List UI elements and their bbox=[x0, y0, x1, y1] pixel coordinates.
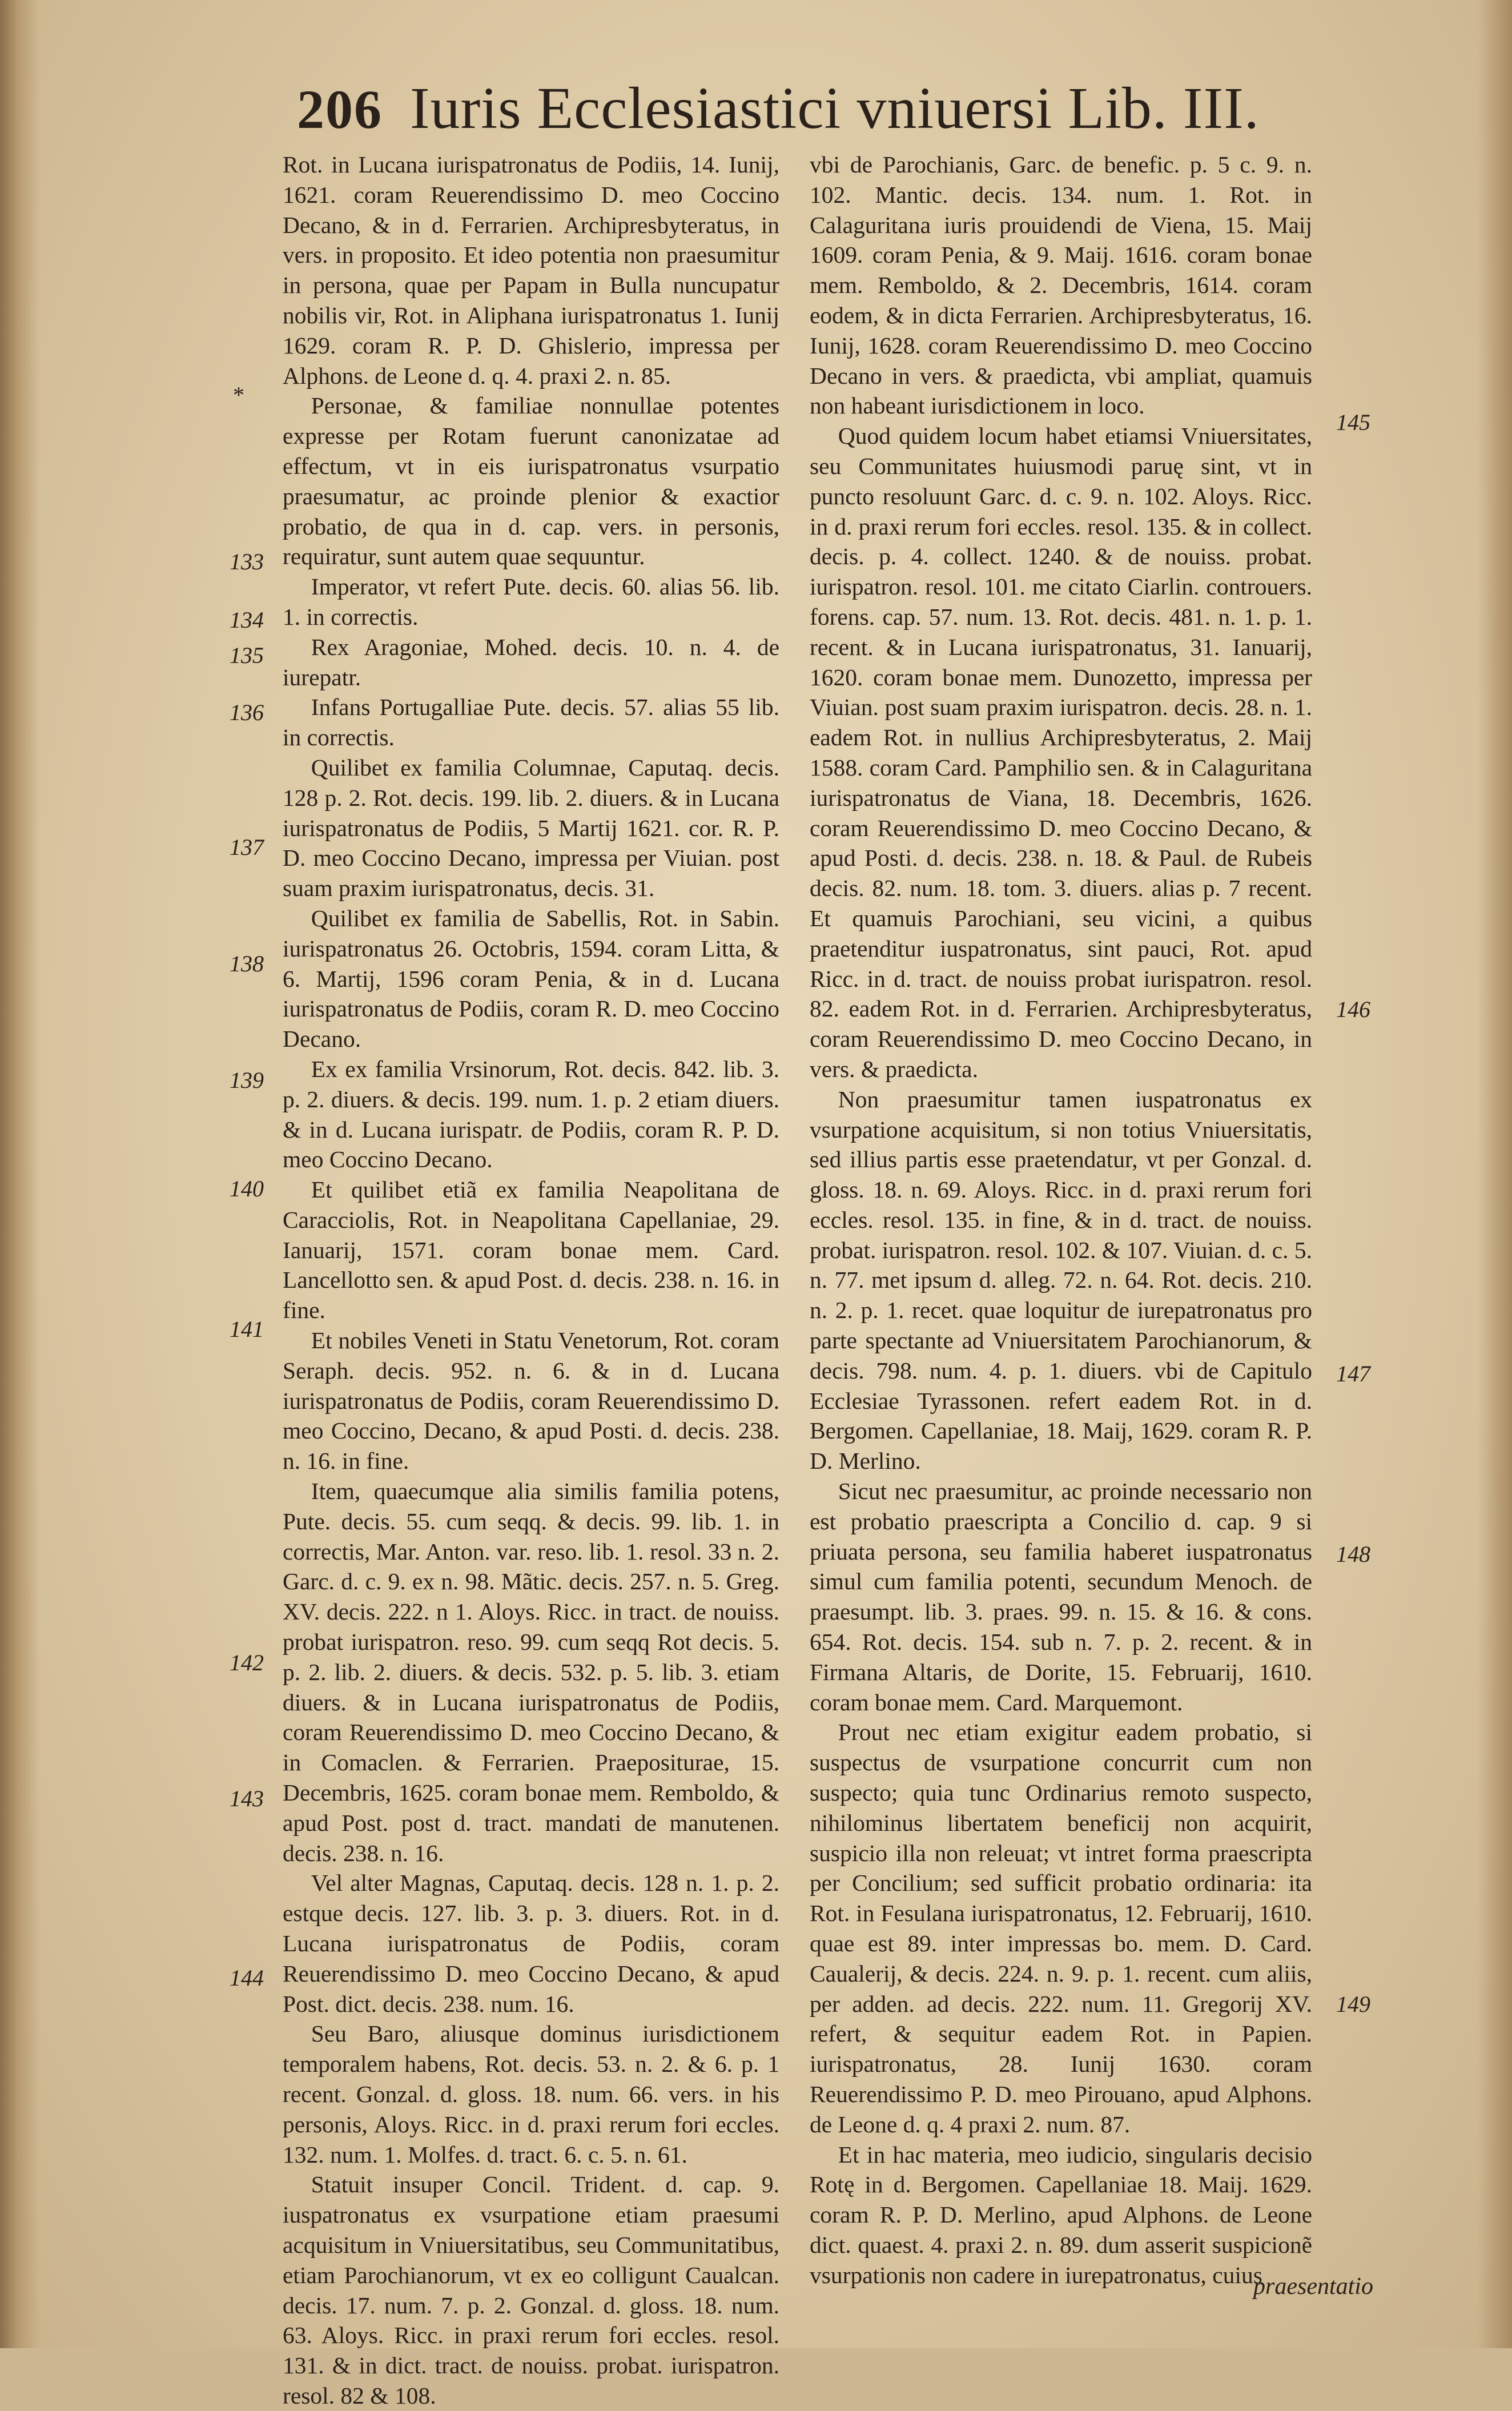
left-column bbox=[283, 150, 779, 2411]
running-title: Iuris Ecclesiastici vniuersi Lib. III. bbox=[410, 75, 1260, 141]
left-paragraph-9: Et quilibet etiã ex familia Neapolitana de Caracciolis, Rot. in Neapolitana Capellaniae, 29. Ianuarij, 1571. coram bonae mem. Card. Lancellotto sen. & apud Post. d. decis. 238. n. 16. in fine. bbox=[283, 1176, 779, 1324]
margin-number: 139 bbox=[230, 1067, 264, 1093]
margin-number: 145 bbox=[1336, 409, 1370, 435]
running-head bbox=[297, 74, 1382, 148]
left-paragraph-3: Imperator, vt refert Pute. decis. 60. alias 56. lib. 1. in correctis. bbox=[283, 573, 779, 630]
margin-number: 142 bbox=[230, 1650, 264, 1675]
page-number: 206 bbox=[297, 79, 383, 140]
catchword: praesentatio bbox=[1253, 2273, 1373, 2300]
left-paragraph-10: Et nobiles Veneti in Statu Venetorum, Rot. coram Seraph. decis. 952. n. 6. & in d. Lucana iurispatronatus de Podiis, coram Reuerendissimo D. meo Coccino, Decano, & apud Posti. d. decis. 238. n. 16. in fine. bbox=[283, 1327, 779, 1474]
left-paragraph-12: Vel alter Magnas, Caputaq. decis. 128 n. 1. p. 2. estque decis. 127. lib. 3. p. 3. diuers. Rot. in d. Lucana iurispatronatus de Podiis, coram Reuerendissimo D. meo Coccino Decano, & apud Post. dict. decis. 238. num. 16. bbox=[283, 1870, 779, 2017]
left-paragraph-6: Quilibet ex familia Columnae, Caputaq. decis. 128 p. 2. Rot. decis. 199. lib. 2. diuers. & in Lucana iurispatronatus de Podiis, 5 Martij 1621. cor. R. P. D. meo Coccino Decano, impressa per Viuian. post suam praxim iurispatronatus, decis. 31. bbox=[283, 754, 779, 902]
right-paragraph-4: Sicut nec praesumitur, ac proinde necessario non est probatio praescripta a Concilio d. cap. 9 si priuata persona, seu familia haberet iuspatronatus simul cum familia potenti, secundum Menoch. de praesumpt. lib. 3. praes. 99. n. 15. & 16. & cons. 654. Rot. decis. 154. sub n. 7. p. 2. recent. & in Firmana Altaris, de Dorite, 15. Februarij, 1610. coram bonae mem. Card. Marquemont. bbox=[810, 1478, 1312, 1715]
margin-number: 133 bbox=[230, 549, 264, 574]
margin-number: 143 bbox=[230, 1786, 264, 1811]
margin-number: 149 bbox=[1336, 1991, 1370, 2017]
left-paragraph-8: Ex ex familia Vrsinorum, Rot. decis. 842. lib. 3. p. 2. diuers. & decis. 199. num. 1. p. 2 etiam diuers. & in d. Lucana iurispatr. de Podiis, coram R. P. D. meo Coccino Decano. bbox=[283, 1055, 779, 1173]
margin-number: 141 bbox=[230, 1316, 264, 1342]
right-paragraph-1: vbi de Parochianis, Garc. de benefic. p. 5 c. 9. n. 102. Mantic. decis. 134. num. 1. Rot. in Calaguritana iuris prouidendi de Viena, 15. Maij 1609. coram Penia, & 9. Maij. 1616. coram bonae mem. Remboldo, & 2. Decembris, 1614. coram eodem, & in dicta Ferrarien. Archipresbyteratus, 16. Iunij, 1628. coram Reuerendissimo D. meo Coccino Decano in vers. & praedicta, vbi ampliat, quamuis non habeant iurisdictionem in loco. bbox=[810, 151, 1312, 419]
left-paragraph-7: Quilibet ex familia de Sabellis, Rot. in Sabin. iurispatronatus 26. Octobris, 1594. coram Litta, & 6. Martij, 1596 coram Penia, & in d. Lucana iurispatronatus de Podiis, coram R. D. meo Coccino Decano. bbox=[283, 905, 779, 1052]
right-paragraph-3: Non praesumitur tamen iuspatronatus ex vsurpatione acquisitum, si non totius Vniuersitatis, sed illius partis esse praetendatur, vt per Gonzal. d. gloss. 18. n. 69. Aloys. Ricc. in d. praxi rerum fori eccles. resol. 135. in fine, & in d. tract. de nouiss. probat. iurispatron. resol. 102. & 107. Viuian. d. c. 5. n. 77. met ipsum d. alleg. 72. n. 64. Rot. decis. 210. n. 2. p. 1. recet. quae loquitur de iurepatronatus pro parte spectante ad Vniuersitatem Parochianorum, & decis. 798. num. 4. p. 1. diuers. vbi de Capitulo Ecclesiae Tyrassonen. refert eadem Rot. in d. Bergomen. Capellaniae, 18. Maij, 1629. coram R. P. D. Merlino. bbox=[810, 1086, 1312, 1474]
left-paragraph-14: Statuit insuper Concil. Trident. d. cap. 9. iuspatronatus ex vsurpatione etiam praesumi acquisitum in Vniuersitatibus, seu Communitatibus, etiam Parochianorum, vt ex eo colligunt Caualcan. decis. 17. num. 7. p. 2. Gonzal. d. gloss. 18. num. 63. Aloys. Ricc. in praxi rerum fori eccles. resol. 131. & in dict. tract. de nouiss. probat. iurispatron. resol. 82 & 108. bbox=[283, 2171, 779, 2409]
margin-number: 146 bbox=[1336, 996, 1370, 1022]
margin-number: 136 bbox=[230, 700, 264, 725]
margin-number: 134 bbox=[230, 607, 264, 633]
margin-number: 148 bbox=[1336, 1541, 1370, 1567]
left-paragraph-4: Rex Aragoniae, Mohed. decis. 10. n. 4. de iurepatr. bbox=[283, 633, 779, 690]
right-paragraph-6: Et in hac materia, meo iudicio, singularis decisio Rotę in d. Bergomen. Capellaniae 18. Maij. 1629. coram R. P. D. Merlino, apud Alphons. de Leone dict. quaest. 4. praxi 2. n. 89. dum asserit suspicionẽ vsurpationis non cadere in iurepatronatus, cuius bbox=[810, 2141, 1312, 2288]
page-edge-shadow bbox=[1478, 0, 1512, 2348]
margin-number: 138 bbox=[230, 951, 264, 977]
margin-number: 137 bbox=[230, 834, 264, 860]
page-gutter-shadow bbox=[0, 0, 40, 2348]
margin-number: 147 bbox=[1336, 1361, 1370, 1387]
left-paragraph-5: Infans Portugalliae Pute. decis. 57. alias 55 lib. in correctis. bbox=[283, 694, 779, 751]
left-paragraph-1: Rot. in Lucana iurispatronatus de Podiis, 14. Iunij, 1621. coram Reuerendissimo D. meo Coccino Decano, & in d. Ferrarien. Archipresbyteratus, in vers. in proposito. Et ideo potentia non praesumitur in persona, quae per Papam in Bulla nuncupatur nobilis vir, Rot. in Aliphana iurispatronatus 1. Iunij 1629. coram R. P. D. Ghislerio, impressa per Alphons. de Leone d. q. 4. praxi 2. n. 85. bbox=[283, 151, 779, 389]
margin-number: 135 bbox=[230, 642, 264, 668]
left-paragraph-13: Seu Baro, aliusque dominus iurisdictionem temporalem habens, Rot. decis. 53. n. 2. & 6. p. 1 recent. Gonzal. d. gloss. 18. num. 66. vers. in his personis, Aloys. Ricc. in d. praxi rerum fori eccles. 132. num. 1. Molfes. d. tract. 6. c. 5. n. 61. bbox=[283, 2020, 779, 2168]
left-paragraph-2: Personae, & familiae nonnullae potentes expresse per Rotam fuerunt canonizatae ad effectum, vt in eis iurispatronatus vsurpatio praesumatur, ac proinde plenior & exactior probatio, de qua in d. cap. vers. in personis, requiratur, sunt autem quae sequuntur. bbox=[283, 392, 779, 570]
margin-number: 144 bbox=[230, 1965, 264, 1991]
right-paragraph-5: Prout nec etiam exigitur eadem probatio, si suspectus de vsurpatione concurrit cum non suspecto; quia tunc Ordinarius remoto suspecto, nihilominus libertatem beneficij non acquirit, suspicio illa non releuat; vt intret forma praescripta per Concilium; sed sufficit probatio ordinaria: ita Rot. in Fesulana iurispatronatus, 12. Februarij, 1610. quae est 89. inter impressas bo. mem. D. Card. Caualerij, & decis. 224. n. 9. p. 1. recent. cum aliis, per adden. ad decis. 222. num. 11. Gregorij XV. refert, & sequitur eadem Rot. in Papien. iurispatronatus, 28. Iunij 1630. coram Reuerendissimo P. D. meo Pirouano, apud Alphons. de Leone d. q. 4 praxi 2. num. 87. bbox=[810, 1719, 1312, 2137]
left-paragraph-11: Item, quaecumque alia similis familia potens, Pute. decis. 55. cum seqq. & decis. 99. lib. 1. in correctis, Mar. Anton. var. reso. lib. 1. resol. 33 n. 2. Garc. d. c. 9. ex n. 98. Mãtic. decis. 257. n. 5. Greg. XV. decis. 222. n 1. Aloys. Ricc. in tract. de nouiss. probat iurispatron. reso. 99. cum seqq Rot decis. 5. p. 2. lib. 2. diuers. & decis. 532. p. 5. lib. 3. etiam diuers. & in Lucana iurispatronatus de Podiis, coram Reuerendissimo D. meo Coccino Decano, & in Comaclen. & Ferrarien. Praepositurae, 15. Decembris, 1625. coram bonae mem. Remboldo, & apud Post. post d. tract. mandati de manutenen. decis. 238. n. 16. bbox=[283, 1478, 779, 1866]
right-column bbox=[810, 150, 1312, 2291]
marginal-asterisk: * bbox=[233, 382, 244, 408]
margin-number: 140 bbox=[230, 1176, 264, 1202]
right-paragraph-2: Quod quidem locum habet etiamsi Vniuersitates, seu Communitates huiusmodi paruę sint, vt in puncto resoluunt Garc. d. c. 9. n. 102. Aloys. Ricc. in d. praxi rerum fori eccles. resol. 135. & in collect. decis. p. 4. collect. 1240. & de nouiss. probat. iurispatron. resol. 101. me citato Ciarlin. controuers. forens. cap. 57. num. 13. Rot. decis. 481. n. 1. p. 1. recent. & in Lucana iurispatronatus, 31. Ianuarij, 1620. coram bonae mem. Dunozetto, impressa per Viuian. post suam praxim iurispatron. decis. 28. n. 1. eadem Rot. in nullius Archipresbyteratus, 2. Maij 1588. coram Card. Pamphilio sen. & in Calaguritana iurispatronatus de Viana, 18. Decembris, 1626. coram Reuerendissimo D. meo Coccino Decano, & apud Posti. d. decis. 238. n. 18. & Paul. de Rubeis decis. 82. num. 18. tom. 3. diuers. alias p. 7 recent. Et quamuis Parochiani, seu vicini, a quibus praetenditur iuspatronatus, sint pauci, Rot. apud Ricc. in d. tract. de nouiss probat iurispatron. resol. 82. eadem Rot. in d. Ferrarien. Archipresbyteratus, coram Reuerendissimo D. meo Coccino Decano, in vers. & praedicta. bbox=[810, 423, 1312, 1082]
